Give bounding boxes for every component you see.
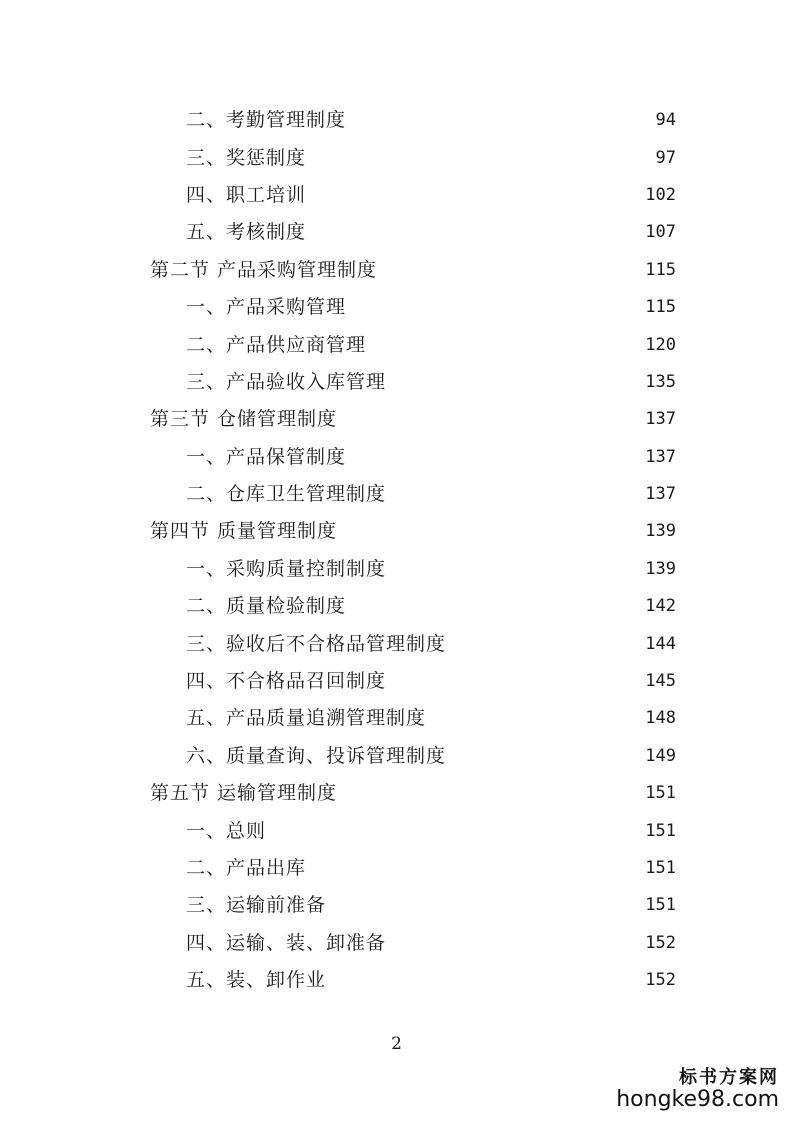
- toc-entry-page: 152: [645, 932, 676, 953]
- toc-entry-page: 139: [645, 558, 676, 579]
- toc-entry-label: 二、仓库卫生管理制度: [186, 485, 390, 504]
- toc-dot-leader: [310, 186, 622, 205]
- toc-entry[interactable]: [0, 925, 793, 962]
- watermark-en: hongke98.com: [616, 1086, 779, 1112]
- toc-entry[interactable]: [0, 139, 793, 176]
- toc-entry-label: 三、产品验收入库管理: [186, 373, 390, 392]
- toc-entry-label: 一、采购质量控制制度: [186, 560, 390, 579]
- toc-dot-leader: [430, 709, 622, 728]
- toc-section-entry[interactable]: [0, 401, 793, 438]
- toc-entry-label: 五、产品质量追溯管理制度: [186, 709, 430, 728]
- toc-entry-page: 152: [645, 970, 676, 991]
- toc-dot-leader: [390, 560, 622, 579]
- toc-entry-label: 五、装、卸作业: [186, 971, 330, 990]
- toc-entry[interactable]: [0, 439, 793, 476]
- toc-entry-label: 一、产品保管制度: [186, 448, 350, 467]
- toc-dot-leader: [341, 784, 622, 803]
- toc-entry[interactable]: [0, 887, 793, 924]
- toc-entry[interactable]: [0, 551, 793, 588]
- toc-dot-leader: [330, 896, 622, 915]
- toc-entry-page: 137: [645, 409, 676, 430]
- toc-dot-leader: [381, 261, 622, 280]
- toc-entry[interactable]: [0, 700, 793, 737]
- watermark-cn: 标书方案网: [679, 1067, 779, 1089]
- toc-entry-label: 第二节 产品采购管理制度: [150, 261, 381, 280]
- toc-entry[interactable]: [0, 625, 793, 662]
- table-of-contents: [0, 102, 793, 999]
- toc-dot-leader: [341, 410, 622, 429]
- toc-entry-page: 142: [645, 596, 676, 617]
- toc-dot-leader: [390, 672, 622, 691]
- toc-entry-label: 四、职工培训: [186, 186, 310, 205]
- toc-dot-leader: [350, 597, 622, 616]
- toc-entry-label: 四、不合格品召回制度: [186, 672, 390, 691]
- toc-entry[interactable]: [0, 214, 793, 251]
- toc-entry-page: 135: [645, 371, 676, 392]
- toc-entry-page: 102: [645, 184, 676, 205]
- toc-entry[interactable]: [0, 326, 793, 363]
- toc-dot-leader: [390, 373, 622, 392]
- toc-entry-page: 145: [645, 671, 676, 692]
- toc-entry-label: 二、产品出库: [186, 859, 310, 878]
- toc-entry-page: 120: [645, 334, 676, 355]
- toc-dot-leader: [270, 822, 622, 841]
- toc-entry-page: 139: [645, 521, 676, 542]
- toc-entry-label: 二、质量检验制度: [186, 597, 350, 616]
- toc-entry-label: 六、质量查询、投诉管理制度: [186, 747, 450, 766]
- toc-entry-label: 第四节 质量管理制度: [150, 522, 341, 541]
- toc-dot-leader: [310, 149, 622, 168]
- toc-entry[interactable]: [0, 177, 793, 214]
- toc-entry-label: 三、运输前准备: [186, 896, 330, 915]
- toc-entry-page: 149: [645, 745, 676, 766]
- toc-entry-page: 115: [645, 297, 676, 318]
- toc-section-entry[interactable]: [0, 775, 793, 812]
- toc-entry-page: 151: [645, 895, 676, 916]
- toc-entry-page: 137: [645, 446, 676, 467]
- toc-entry-page: 148: [645, 708, 676, 729]
- toc-entry-label: 一、产品采购管理: [186, 298, 350, 317]
- toc-entry-label: 四、运输、装、卸准备: [186, 934, 390, 953]
- toc-entry[interactable]: [0, 588, 793, 625]
- toc-entry[interactable]: [0, 850, 793, 887]
- toc-dot-leader: [341, 522, 622, 541]
- toc-entry-label: 二、考勤管理制度: [186, 111, 350, 130]
- toc-section-entry[interactable]: [0, 513, 793, 550]
- toc-dot-leader: [390, 934, 622, 953]
- toc-entry-label: 二、产品供应商管理: [186, 336, 370, 355]
- toc-entry-page: 151: [645, 858, 676, 878]
- toc-entry-page: 151: [645, 783, 676, 804]
- page-number: 2: [391, 1034, 402, 1054]
- toc-dot-leader: [350, 448, 622, 467]
- toc-entry-label: 第三节 仓储管理制度: [150, 410, 341, 429]
- watermark: [616, 1068, 779, 1112]
- toc-entry-label: 三、验收后不合格品管理制度: [186, 635, 450, 654]
- toc-entry[interactable]: [0, 102, 793, 139]
- toc-entry[interactable]: [0, 289, 793, 326]
- toc-entry-page: 151: [645, 820, 676, 841]
- toc-entry-page: 144: [645, 633, 676, 654]
- toc-entry[interactable]: [0, 962, 793, 999]
- toc-entry-page: 115: [645, 259, 676, 280]
- toc-entry-page: 137: [645, 484, 676, 505]
- toc-entry-page: 94: [655, 110, 676, 131]
- toc-dot-leader: [370, 336, 622, 355]
- toc-entry[interactable]: [0, 364, 793, 401]
- toc-section-entry[interactable]: [0, 252, 793, 289]
- toc-dot-leader: [350, 298, 622, 317]
- toc-dot-leader: [390, 485, 622, 504]
- toc-dot-leader: [350, 111, 622, 130]
- toc-dot-leader: [310, 223, 622, 242]
- toc-dot-leader: [310, 859, 622, 878]
- toc-entry-page: 97: [655, 147, 676, 168]
- toc-dot-leader: [450, 747, 622, 766]
- toc-entry[interactable]: [0, 812, 793, 849]
- toc-entry[interactable]: [0, 476, 793, 513]
- toc-entry-label: 第五节 运输管理制度: [150, 784, 341, 803]
- toc-dot-leader: [330, 971, 622, 990]
- toc-entry-label: 三、奖惩制度: [186, 149, 310, 168]
- toc-dot-leader: [450, 635, 622, 654]
- toc-entry[interactable]: [0, 663, 793, 700]
- toc-entry-label: 一、总则: [186, 822, 270, 841]
- toc-entry[interactable]: [0, 738, 793, 775]
- toc-entry-label: 五、考核制度: [186, 223, 310, 242]
- toc-entry-page: 107: [645, 222, 676, 243]
